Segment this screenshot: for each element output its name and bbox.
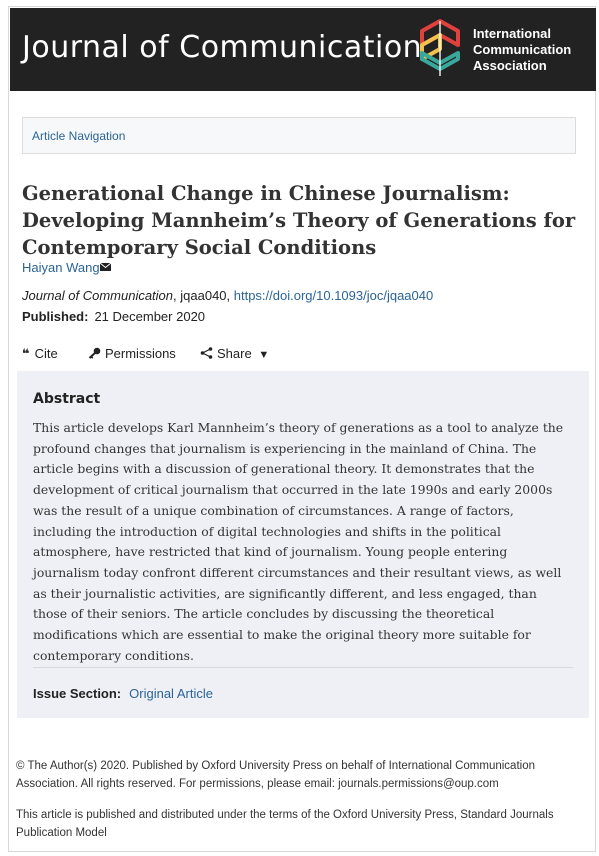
license-notice: This article is published and distributed under the terms of the Oxford University Press, Standard Journals Publication Model	[16, 809, 554, 839]
share-icon	[200, 347, 213, 359]
issue-section-link[interactable]: Original Article	[129, 686, 213, 701]
permissions-label: Permissions	[105, 346, 176, 361]
journal-title[interactable]: Journal of Communication	[22, 30, 423, 65]
key-icon	[88, 347, 101, 359]
caret-down-icon: ▼	[258, 349, 270, 361]
published-label: Published:	[22, 309, 89, 324]
abstract-heading: Abstract	[33, 391, 101, 407]
share-button[interactable]	[200, 346, 269, 361]
abstract-section	[17, 371, 589, 718]
ica-logo-icon[interactable]	[418, 18, 462, 80]
mail-icon[interactable]	[100, 263, 111, 271]
association-line: Association	[473, 58, 547, 73]
masthead	[10, 8, 596, 91]
published-date: 21 December 2020	[94, 309, 206, 324]
article-title: Generational Change in Chinese Journalism: Developing Mannheim’s Theory of Generations for Contemporary Social Conditions	[22, 182, 576, 259]
citation-line	[22, 288, 433, 303]
issue-section-label: Issue Section:	[33, 686, 122, 701]
cite-button[interactable]	[22, 346, 58, 362]
association-line: Communication	[473, 42, 572, 57]
association-line: International	[473, 26, 552, 41]
permissions-button[interactable]	[88, 346, 176, 361]
article-navigation-label[interactable]: Article Navigation	[32, 129, 126, 143]
copyright-notice: © The Author(s) 2020. Published by Oxford University Press on behalf of International Communication Association. All rights reserved. For permissions, please email: journals.permissions@oup.com	[16, 760, 535, 790]
divider	[33, 667, 573, 668]
share-label: Share	[217, 346, 252, 361]
author-link[interactable]: Haiyan Wang	[22, 260, 100, 275]
quote-icon: ❝	[22, 346, 30, 361]
cite-label: Cite	[34, 346, 58, 361]
published-line	[22, 309, 205, 324]
association-name	[473, 26, 571, 74]
citation-id: , jqaa040,	[173, 288, 234, 303]
doi-link[interactable]: https://doi.org/10.1093/joc/jqaa040	[233, 288, 434, 303]
article-navigation[interactable]	[22, 117, 576, 154]
issue-section	[33, 686, 213, 701]
citation-journal: Journal of Communication	[22, 288, 174, 303]
abstract-text: This article develops Karl Mannheim’s theory of generations as a tool to analyze the profound changes that journalism is experiencing in the mainland of China. The article begins with a discussion of generational theory. It demonstrates that the development of critical journalism that occurred in the late 1990s and early 2000s was the result of a unique combination of circumstances. A range of factors, including the introduction of digital technologies and shifts in the political atmosphere, have restricted that kind of journalism. Young people entering journalism today confront different circumstances and their resultant views, as well as their journalistic activities, are significantly different, and less engaged, than those of their seniors. The article concludes by discussing the theoretical modifications which are essential to make the original theory more suitable for contemporary conditions.	[33, 420, 564, 663]
